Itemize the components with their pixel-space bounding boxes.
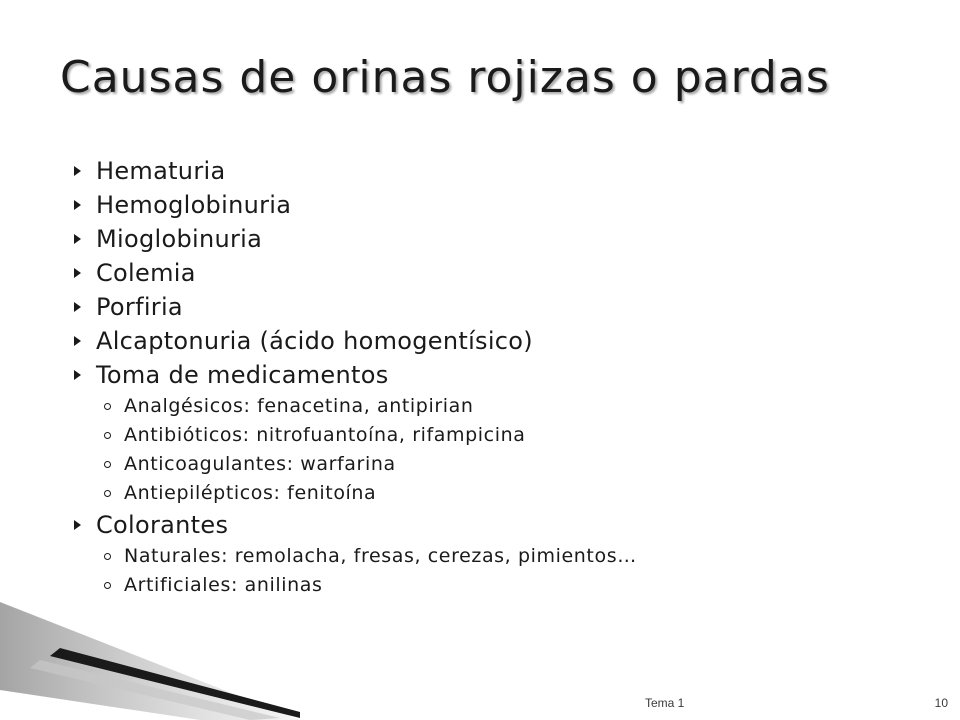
sub-bullet-item bbox=[74, 450, 920, 479]
corner-decoration bbox=[0, 580, 330, 720]
triangle-bullet-icon bbox=[74, 370, 81, 380]
bullet-text: Colorantes bbox=[96, 511, 229, 539]
bullet-text: Artificiales: anilinas bbox=[124, 574, 323, 596]
bullet-text: Analgésicos: fenacetina, antipirian bbox=[124, 395, 474, 417]
bullet-text: Antiepilépticos: fenitoína bbox=[124, 482, 377, 504]
triangle-bullet-icon bbox=[74, 234, 81, 244]
circle-bullet-icon bbox=[104, 461, 111, 468]
sub-bullet-item bbox=[74, 542, 920, 571]
bullet-text: Alcaptonuria (ácido homogentísico) bbox=[96, 327, 533, 355]
triangle-bullet-icon bbox=[74, 166, 81, 176]
bullet-item bbox=[74, 508, 920, 542]
bullet-text: Porfiria bbox=[96, 293, 183, 321]
triangle-bullet-icon bbox=[74, 520, 81, 530]
triangle-bullet-icon bbox=[74, 268, 81, 278]
bullet-text: Mioglobinuria bbox=[96, 225, 263, 253]
triangle-bullet-icon bbox=[74, 200, 81, 210]
circle-bullet-icon bbox=[104, 490, 111, 497]
bullet-item bbox=[74, 154, 920, 188]
sub-bullet-item bbox=[74, 479, 920, 508]
circle-bullet-icon bbox=[104, 403, 111, 410]
bullet-item bbox=[74, 290, 920, 324]
bullet-item bbox=[74, 222, 920, 256]
circle-bullet-icon bbox=[104, 553, 111, 560]
page-number: 10 bbox=[934, 696, 948, 710]
footer-label: Tema 1 bbox=[645, 696, 685, 710]
bullet-list bbox=[74, 154, 920, 600]
bullet-text: Anticoagulantes: warfarina bbox=[124, 453, 396, 475]
sub-bullet-item bbox=[74, 421, 920, 450]
bullet-item bbox=[74, 256, 920, 290]
bullet-text: Toma de medicamentos bbox=[96, 361, 389, 389]
bullet-item bbox=[74, 324, 920, 358]
bullet-text: Hematuria bbox=[96, 157, 226, 185]
sub-bullet-item bbox=[74, 392, 920, 421]
bullet-item bbox=[74, 358, 920, 392]
bullet-item bbox=[74, 188, 920, 222]
triangle-bullet-icon bbox=[74, 302, 81, 312]
bullet-text: Naturales: remolacha, fresas, cerezas, pimientos… bbox=[124, 545, 637, 567]
bullet-text: Antibióticos: nitrofuantoína, rifampicina bbox=[124, 424, 526, 446]
triangle-bullet-icon bbox=[74, 336, 81, 346]
bullet-text: Hemoglobinuria bbox=[96, 191, 292, 219]
circle-bullet-icon bbox=[104, 432, 111, 439]
bullet-text: Colemia bbox=[96, 259, 196, 287]
slide-title: Causas de orinas rojizas o pardas bbox=[60, 52, 830, 103]
